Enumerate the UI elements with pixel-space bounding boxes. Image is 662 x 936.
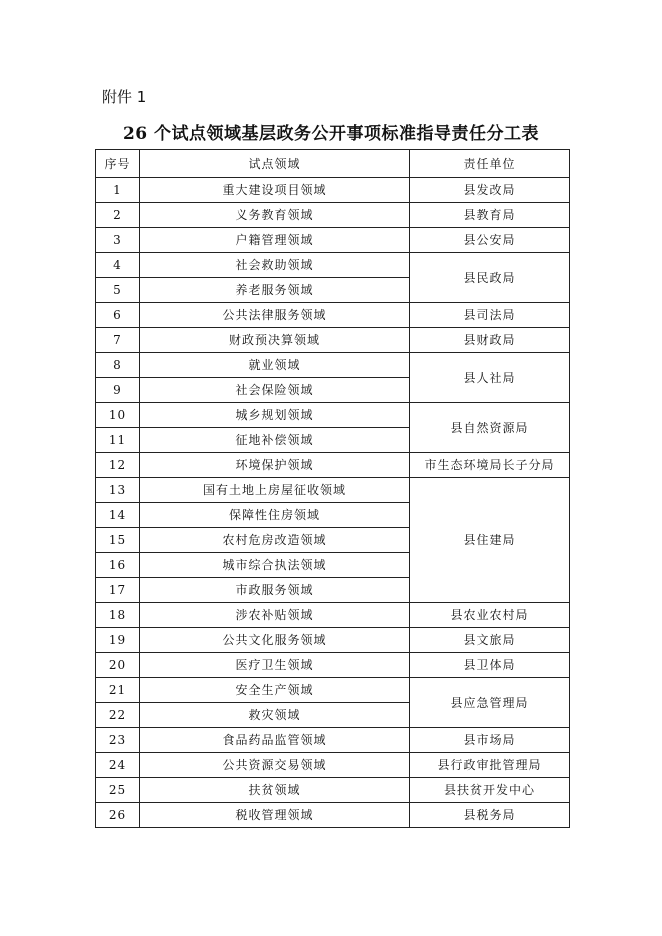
row-index: 19 — [96, 628, 140, 653]
document-title: 26 个试点领域基层政务公开事项标准指导责任分工表 — [122, 124, 540, 144]
row-domain: 城乡规划领域 — [140, 403, 410, 428]
row-index: 18 — [96, 603, 140, 628]
row-responsible-unit: 县人社局 — [410, 353, 570, 403]
table-row — [96, 678, 570, 703]
row-responsible-unit: 县民政局 — [410, 253, 570, 303]
table-row — [96, 753, 570, 778]
row-responsible-unit: 县应急管理局 — [410, 678, 570, 728]
row-domain: 公共法律服务领域 — [140, 303, 410, 328]
row-domain: 环境保护领域 — [140, 453, 410, 478]
row-domain: 户籍管理领域 — [140, 228, 410, 253]
row-responsible-unit: 县发改局 — [410, 178, 570, 203]
table-row — [96, 203, 570, 228]
row-index: 7 — [96, 328, 140, 353]
row-index: 16 — [96, 553, 140, 578]
row-domain: 就业领域 — [140, 353, 410, 378]
row-index: 25 — [96, 778, 140, 803]
row-index: 13 — [96, 478, 140, 503]
row-domain: 市政服务领域 — [140, 578, 410, 603]
row-domain: 公共资源交易领域 — [140, 753, 410, 778]
row-domain: 保障性住房领域 — [140, 503, 410, 528]
row-domain: 义务教育领域 — [140, 203, 410, 228]
table-row — [96, 453, 570, 478]
table-row — [96, 653, 570, 678]
row-responsible-unit: 县扶贫开发中心 — [410, 778, 570, 803]
row-index: 22 — [96, 703, 140, 728]
row-responsible-unit: 县税务局 — [410, 803, 570, 828]
row-domain: 涉农补贴领域 — [140, 603, 410, 628]
row-index: 21 — [96, 678, 140, 703]
row-domain: 征地补偿领域 — [140, 428, 410, 453]
table-row — [96, 628, 570, 653]
row-responsible-unit: 市生态环境局长子分局 — [410, 453, 570, 478]
header-index: 序号 — [96, 150, 140, 178]
table-row — [96, 728, 570, 753]
row-index: 26 — [96, 803, 140, 828]
row-domain: 社会救助领域 — [140, 253, 410, 278]
row-responsible-unit: 县农业农村局 — [410, 603, 570, 628]
row-index: 1 — [96, 178, 140, 203]
row-index: 8 — [96, 353, 140, 378]
row-index: 2 — [96, 203, 140, 228]
table-row — [96, 303, 570, 328]
row-index: 6 — [96, 303, 140, 328]
table-body — [96, 178, 570, 828]
table-row — [96, 328, 570, 353]
header-domain: 试点领域 — [140, 150, 410, 178]
row-domain: 食品药品监管领域 — [140, 728, 410, 753]
row-index: 10 — [96, 403, 140, 428]
row-domain: 扶贫领域 — [140, 778, 410, 803]
row-responsible-unit: 县司法局 — [410, 303, 570, 328]
row-domain: 医疗卫生领域 — [140, 653, 410, 678]
table-row — [96, 253, 570, 278]
row-responsible-unit: 县市场局 — [410, 728, 570, 753]
row-domain: 公共文化服务领域 — [140, 628, 410, 653]
row-index: 12 — [96, 453, 140, 478]
row-responsible-unit: 县自然资源局 — [410, 403, 570, 453]
table-row — [96, 178, 570, 203]
row-domain: 社会保险领域 — [140, 378, 410, 403]
row-domain: 养老服务领域 — [140, 278, 410, 303]
table-row — [96, 603, 570, 628]
row-domain: 城市综合执法领域 — [140, 553, 410, 578]
row-domain: 重大建设项目领域 — [140, 178, 410, 203]
table-header-row — [96, 150, 570, 178]
table-row — [96, 778, 570, 803]
header-unit: 责任单位 — [410, 150, 570, 178]
row-domain: 救灾领域 — [140, 703, 410, 728]
attachment-label: 附件 1 — [102, 88, 147, 106]
table-row — [96, 403, 570, 428]
row-domain: 国有土地上房屋征收领域 — [140, 478, 410, 503]
row-index: 17 — [96, 578, 140, 603]
row-index: 23 — [96, 728, 140, 753]
row-index: 5 — [96, 278, 140, 303]
row-index: 11 — [96, 428, 140, 453]
row-index: 15 — [96, 528, 140, 553]
row-responsible-unit: 县文旅局 — [410, 628, 570, 653]
table-row — [96, 803, 570, 828]
table-row — [96, 353, 570, 378]
row-domain: 税收管理领域 — [140, 803, 410, 828]
row-domain: 财政预决算领域 — [140, 328, 410, 353]
responsibility-table — [95, 149, 570, 828]
row-responsible-unit: 县财政局 — [410, 328, 570, 353]
row-responsible-unit: 县住建局 — [410, 478, 570, 603]
table-row — [96, 478, 570, 503]
row-index: 4 — [96, 253, 140, 278]
row-domain: 安全生产领域 — [140, 678, 410, 703]
row-responsible-unit: 县教育局 — [410, 203, 570, 228]
row-index: 14 — [96, 503, 140, 528]
row-index: 20 — [96, 653, 140, 678]
row-responsible-unit: 县公安局 — [410, 228, 570, 253]
row-responsible-unit: 县卫体局 — [410, 653, 570, 678]
row-index: 24 — [96, 753, 140, 778]
row-domain: 农村危房改造领域 — [140, 528, 410, 553]
row-index: 9 — [96, 378, 140, 403]
row-responsible-unit: 县行政审批管理局 — [410, 753, 570, 778]
row-index: 3 — [96, 228, 140, 253]
table-row — [96, 228, 570, 253]
